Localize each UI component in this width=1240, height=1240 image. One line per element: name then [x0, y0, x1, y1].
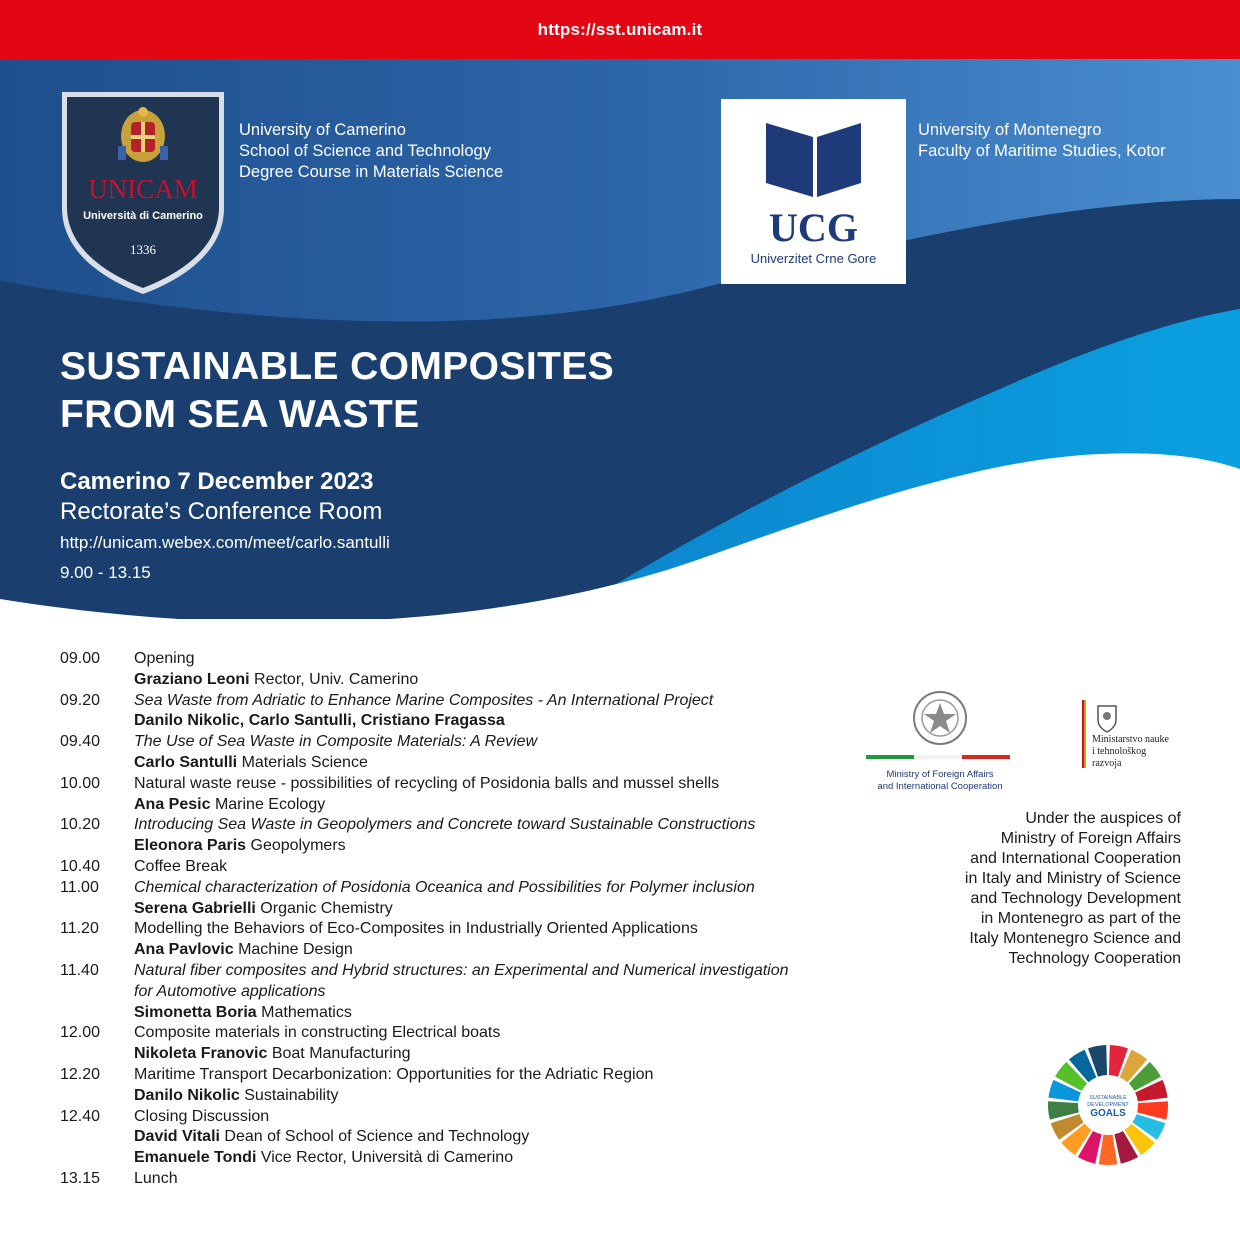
agenda-time: 10.00 [60, 774, 101, 792]
speaker-role: Dean of School of Science and Technology [224, 1128, 530, 1146]
agenda-title: Composite materials in constructing Electrical boats [134, 1024, 501, 1042]
website-link[interactable]: https://sst.unicam.it [537, 19, 703, 39]
italian-ministry-line: and International Cooperation [877, 781, 1003, 792]
speaker-role: Marine Ecology [214, 795, 326, 813]
speaker-name: Ana Pavlovic [134, 941, 234, 959]
agenda-item [60, 1169, 880, 1190]
agenda-title: Closing Discussion [134, 1107, 270, 1125]
agenda-item [60, 1023, 880, 1065]
speaker-role: Boat Manufacturing [271, 1045, 411, 1063]
speaker-role: Machine Design [238, 941, 353, 959]
agenda-time: 11.40 [60, 961, 99, 979]
agenda-time: 13.15 [60, 1169, 101, 1187]
auspices-line: in Italy and Ministry of Science [964, 870, 1181, 887]
unicam-line: School of Science and Technology [239, 142, 491, 160]
agenda-title-continued: for Automotive applications [134, 982, 326, 1000]
speaker-role: Organic Chemistry [260, 899, 393, 917]
ucg-line: University of Montenegro [918, 121, 1102, 139]
speaker-name: Graziano Leoni [134, 670, 250, 688]
italian-emblem-icon [914, 692, 966, 744]
speaker-name: Nikoleta Franovic [134, 1045, 268, 1063]
agenda-time: 10.20 [60, 816, 101, 834]
sdg-label: SUSTAINABLE [1089, 1095, 1127, 1101]
auspices-line: Technology Cooperation [1008, 950, 1181, 967]
event-time: 9.00 - 13.15 [60, 563, 151, 582]
agenda-title: Natural fiber composites and Hybrid structures: an Experimental and Numerical investigation [134, 961, 789, 979]
speaker-name: Ana Pesic [134, 795, 211, 813]
speaker-name: Serena Gabrielli [134, 899, 256, 917]
agenda-title: The Use of Sea Waste in Composite Materials: A Review [134, 733, 538, 751]
unicam-logo-year: 1336 [130, 242, 156, 257]
agenda-time: 11.20 [60, 920, 99, 938]
speaker-role: Vice Rector, Università di Camerino [260, 1149, 514, 1167]
montenegro-ministry-line: Ministarstvo nauke [1092, 734, 1169, 745]
top-url-bar [0, 0, 1240, 59]
auspices-line: Ministry of Foreign Affairs [1000, 830, 1181, 847]
unicam-logo-subtext: Università di Camerino [83, 210, 203, 222]
agenda-time: 12.20 [60, 1065, 101, 1083]
speaker-role: Sustainability [244, 1086, 339, 1104]
agenda-item [60, 649, 880, 691]
unicam-affiliation [239, 120, 503, 183]
agenda-item [60, 774, 880, 816]
agenda-item [60, 878, 880, 920]
ucg-logo-text: UCG [769, 205, 858, 250]
sdg-label: DEVELOPMENT [1087, 1102, 1129, 1108]
agenda-item [60, 1065, 880, 1107]
montenegro-ministry-line: razvoja [1092, 758, 1122, 769]
event-title-line: SUSTAINABLE COMPOSITES [60, 345, 615, 388]
speaker-name: David Vitali [134, 1128, 220, 1146]
sdg-label: GOALS [1090, 1108, 1126, 1119]
ucg-logo-subtext: Univerzitet Crne Gore [750, 251, 877, 266]
agenda-item [60, 815, 880, 857]
ucg-line: Faculty of Maritime Studies, Kotor [918, 142, 1166, 160]
speaker-name: Danilo Nikolic [134, 1086, 240, 1104]
speaker-name: Emanuele Tondi [134, 1149, 257, 1167]
montenegro-ministry-logo [1080, 698, 1190, 770]
agenda-time: 10.40 [60, 857, 101, 875]
agenda-title: Introducing Sea Waste in Geopolymers and Concrete toward Sustainable Constructions [134, 816, 756, 834]
agenda-title: Modelling the Behaviors of Eco-Composites in Industrially Oriented Applications [134, 920, 698, 938]
unicam-line: Degree Course in Materials Science [239, 163, 504, 181]
agenda-title: Coffee Break [134, 857, 228, 875]
event-title [60, 343, 614, 439]
agenda-time: 09.40 [60, 733, 101, 751]
sdg-segment [1099, 1135, 1118, 1165]
agenda-item [60, 1107, 880, 1169]
speaker-name: Danilo Nikolic, Carlo Santulli, Cristiano Fragassa [134, 712, 505, 730]
ucg-affiliation [918, 120, 1166, 162]
agenda-time: 12.40 [60, 1107, 101, 1125]
agenda-time: 12.00 [60, 1024, 101, 1042]
speaker-name: Eleonora Paris [134, 837, 247, 855]
unicam-line: University of Camerino [239, 121, 406, 139]
agenda-title: Lunch [134, 1169, 178, 1187]
speaker-role: Materials Science [241, 753, 368, 771]
agenda [60, 649, 880, 1190]
unicam-logo-text: UNICAM [88, 174, 198, 204]
speaker-role: Geopolymers [250, 837, 346, 855]
italian-ministry-line: Ministry of Foreign Affairs [886, 769, 994, 780]
agenda-title: Chemical characterization of Posidonia Oceanica and Possibilities for Polymer inclusion [134, 878, 755, 896]
agenda-item [60, 732, 880, 774]
sdg-logo [1046, 1043, 1170, 1167]
agenda-item [60, 857, 880, 878]
montenegro-emblem-icon [1098, 706, 1116, 732]
event-room: Rectorate’s Conference Room [60, 498, 383, 525]
event-title-line: FROM SEA WASTE [60, 393, 420, 436]
agenda-time: 09.20 [60, 691, 101, 709]
speaker-role: Rector, Univ. Camerino [254, 670, 419, 688]
agenda-time: 11.00 [60, 878, 99, 896]
auspices-line: Under the auspices of [1025, 810, 1181, 827]
speaker-name: Simonetta Boria [134, 1003, 257, 1021]
ucg-logo [721, 99, 906, 284]
agenda-title: Maritime Transport Decarbonization: Opportunities for the Adriatic Region [134, 1065, 654, 1083]
agenda-title: Natural waste reuse - possibilities of recycling of Posidonia balls and mussel shells [134, 774, 720, 792]
agenda-item [60, 919, 880, 961]
agenda-title: Opening [134, 650, 195, 667]
auspices-line: and Technology Development [970, 890, 1181, 907]
montenegro-ministry-line: i tehnološkog [1092, 746, 1147, 757]
agenda-title: Sea Waste from Adriatic to Enhance Marine Composites - An International Project [134, 691, 714, 709]
event-date: Camerino 7 December 2023 [60, 468, 374, 495]
auspices-line: in Montenegro as part of the [980, 910, 1181, 927]
agenda-item [60, 961, 880, 1023]
auspices-statement [940, 809, 1181, 969]
italian-ministry-logo [862, 683, 1017, 798]
unicam-logo [58, 88, 228, 298]
auspices-line: Italy Montenegro Science and [969, 930, 1181, 947]
agenda-time: 09.00 [60, 650, 101, 667]
auspices-line: and International Cooperation [970, 850, 1181, 867]
speaker-name: Carlo Santulli [134, 753, 238, 771]
agenda-item [60, 691, 880, 733]
webex-link[interactable]: http://unicam.webex.com/meet/carlo.santulli [60, 533, 390, 552]
speaker-role: Mathematics [261, 1003, 352, 1021]
